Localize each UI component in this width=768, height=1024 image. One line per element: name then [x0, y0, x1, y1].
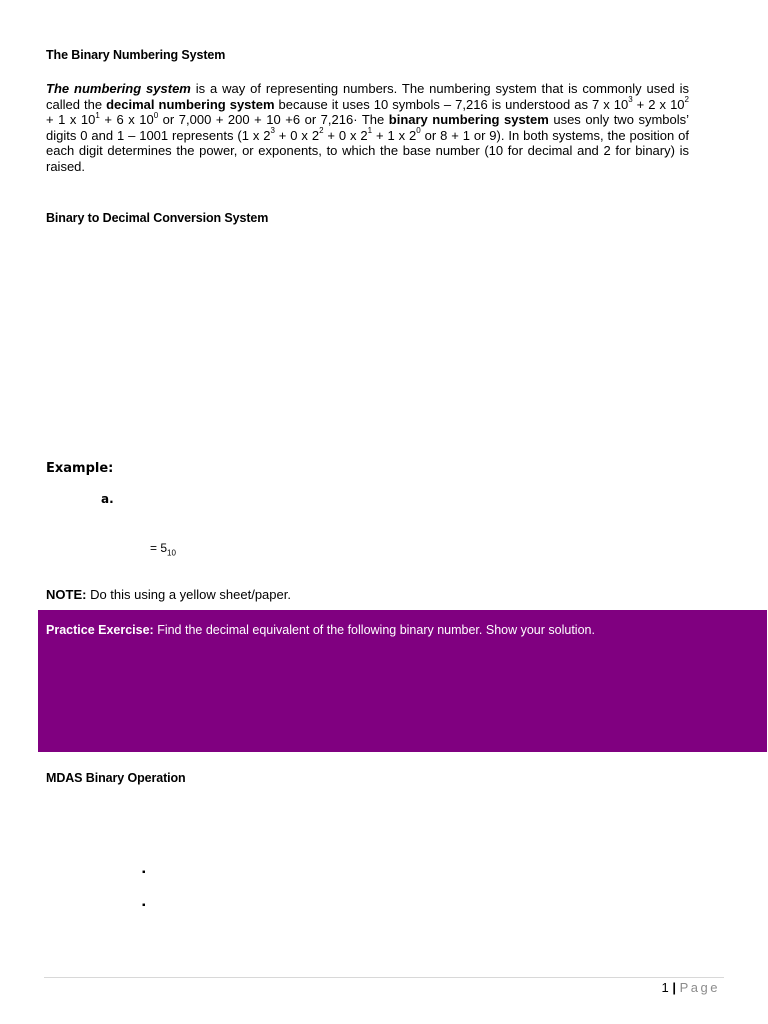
term-binary-system: binary numbering system — [388, 112, 549, 127]
example-result: = $5_{10}$ — [150, 541, 176, 558]
example-label: Example: — [46, 461, 114, 476]
section-heading-mdas: MDAS Binary Operation — [46, 771, 186, 785]
intro-paragraph: The numbering system is a way of representing numbers. The numbering system that is commonly used is called the decimal numbering system because it uses 10 symbols – 7,216 is understood as 7 x $10^3 + 2$ x $10^2 + 1$ x $10^1 + 6$ x $10^0$ or 7,000 + 200 + 10 +6 or 7,216· The binary numbering system uses only two symbols’ digits 0 and 1 – 1001 represents (1 x $2^3 + 0$ x $2^2 + 0$ x $2^1 + 1$ x $2^0$ or 8 + 1 or 9). In both systems, the position of each digit determines the power, or exponents, to which the base number (10 for decimal and 2 for binary) is raised. — [46, 81, 690, 174]
term-decimal-system: decimal numbering system — [106, 96, 275, 112]
page-label: Page — [679, 980, 720, 995]
example-item-a: a. — [101, 492, 114, 506]
footer-divider — [44, 977, 724, 978]
section-heading-binary-to-decimal: Binary to Decimal Conversion System — [46, 211, 269, 225]
practice-exercise-box — [38, 610, 767, 752]
note-line: NOTE: Do this using a yellow sheet/paper. — [46, 587, 291, 602]
bullet-item: ▪ — [142, 900, 146, 911]
page-footer: 1 | Page — [661, 980, 720, 995]
bullet-item: ▪ — [142, 867, 146, 878]
term-numbering-system: The numbering system — [46, 81, 191, 96]
practice-exercise-text: Practice Exercise: Find the decimal equivalent of the following binary number. Show your solution. — [46, 623, 595, 637]
page-number: 1 — [661, 980, 669, 995]
page-title: The Binary Numbering System — [46, 48, 226, 62]
